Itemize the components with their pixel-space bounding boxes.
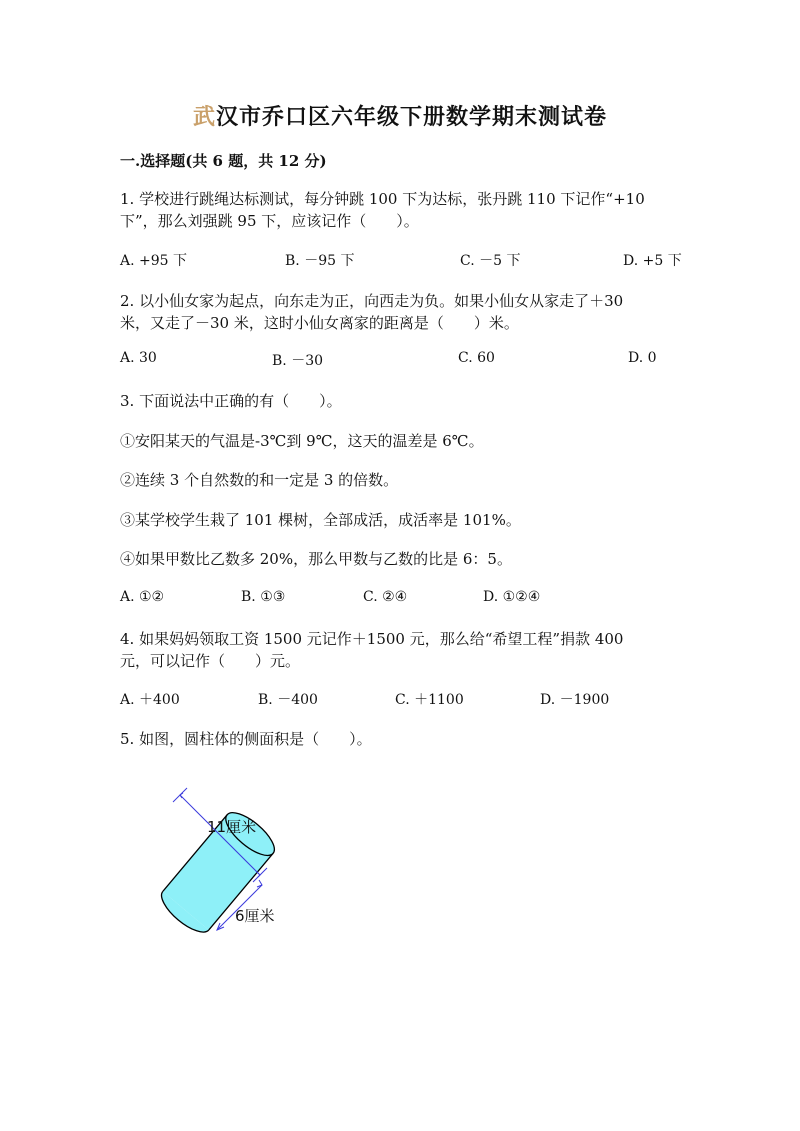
q3-option-c: C. ②④ xyxy=(363,589,408,605)
q2-option-a: A. 30 xyxy=(120,350,157,366)
q1-option-d: D. +5 下 xyxy=(623,253,682,269)
length-arrow-bottom xyxy=(257,872,260,877)
q3-statement-4: ④如果甲数比乙数多 20%，那么甲数与乙数的比是 6：5。 xyxy=(120,550,512,568)
q3-text: 3. 下面说法中正确的有（ ）。 xyxy=(120,392,342,410)
q3-option-a: A. ①② xyxy=(120,589,165,605)
q3-option-b: B. ①③ xyxy=(241,589,286,605)
q4-option-c: C. ＋1100 xyxy=(395,692,464,708)
length-label: 11厘米 xyxy=(207,818,257,836)
cylinder-diagram xyxy=(120,780,290,950)
q3-statement-2: ②连续 3 个自然数的和一定是 3 的倍数。 xyxy=(120,471,399,489)
cylinder-figure xyxy=(120,780,290,950)
title-first-char: 武 xyxy=(192,104,216,130)
q4-option-d: D. －1900 xyxy=(540,692,610,708)
q1-text-line2: 下”，那么刘强跳 95 下，应该记作（ ）。 xyxy=(120,212,419,230)
q3-option-d: D. ①②④ xyxy=(483,589,541,605)
page-title xyxy=(0,100,800,131)
q4-text-line1: 4. 如果妈妈领取工资 1500 元记作＋1500 元，那么给“希望工程”捐款 400 xyxy=(120,630,624,648)
q1-option-c: C. －5 下 xyxy=(460,253,521,269)
q4-option-a: A. ＋400 xyxy=(120,692,180,708)
q2-option-c: C. 60 xyxy=(458,350,495,366)
title-rest: 汉市乔口区六年级下册数学期末测试卷 xyxy=(216,104,608,130)
q5-text: 5. 如图，圆柱体的侧面积是（ ）。 xyxy=(120,730,372,748)
q2-text-line1: 2. 以小仙女家为起点，向东走为正，向西走为负。如果小仙女从家走了＋30 xyxy=(120,292,624,310)
q2-option-d: D. 0 xyxy=(628,350,657,366)
q4-text-line2: 元，可以记作（ ）元。 xyxy=(120,652,301,670)
q1-text-line1: 1. 学校进行跳绳达标测试，每分钟跳 100 下为达标，张丹跳 110 下记作“+10 xyxy=(120,190,645,208)
diameter-label: 6厘米 xyxy=(235,907,275,925)
q2-option-b: B. －30 xyxy=(272,353,324,369)
q2-text-line2: 米，又走了－30 米，这时小仙女离家的距离是（ ）米。 xyxy=(120,314,519,332)
q3-statement-3: ③某学校学生栽了 101 棵树，全部成活，成活率是 101%。 xyxy=(120,511,521,529)
q3-statement-1: ①安阳某天的气温是-3℃到 9℃，这天的温差是 6℃。 xyxy=(120,432,484,450)
q1-option-b: B. －95 下 xyxy=(285,253,355,269)
q1-option-a: A. +95 下 xyxy=(120,253,188,269)
section-heading: 一.选择题(共 6 题，共 12 分) xyxy=(120,152,327,170)
q4-option-b: B. －400 xyxy=(258,692,318,708)
